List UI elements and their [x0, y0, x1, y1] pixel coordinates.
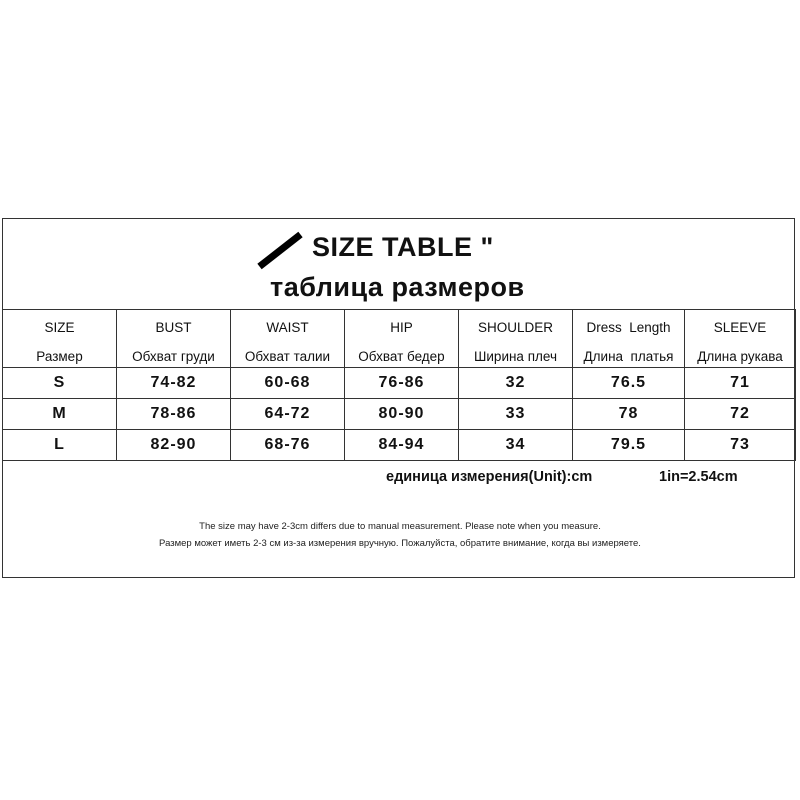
- header-hip: HIP Обхват бедер: [345, 310, 459, 368]
- table-cell: L: [3, 430, 117, 461]
- table-cell: 33: [459, 399, 573, 430]
- table-row: [3, 399, 796, 430]
- measurement-note-russian: Размер может иметь 2-3 см из-за измерения вручную. Пожалуйста, обратите внимание, когда вы измеряете.: [159, 538, 641, 549]
- table-cell: 64-72: [231, 399, 345, 430]
- table-cell: M: [3, 399, 117, 430]
- table-cell: 68-76: [231, 430, 345, 461]
- table-cell: 72: [685, 399, 796, 430]
- header-bust: BUST Обхват груди: [117, 310, 231, 368]
- table-cell: 78: [573, 399, 685, 430]
- measurement-note-english: The size may have 2-3cm differs due to manual measurement. Please note when you measure.: [199, 521, 601, 532]
- table-cell: 76-86: [345, 368, 459, 399]
- table-cell: 71: [685, 368, 796, 399]
- table-cell: 78-86: [117, 399, 231, 430]
- size-table: [2, 309, 796, 461]
- table-cell: 74-82: [117, 368, 231, 399]
- table-cell: 60-68: [231, 368, 345, 399]
- table-cell: 32: [459, 368, 573, 399]
- table-header-row: [3, 310, 796, 368]
- header-dress-length: Dress Length Длина платья: [573, 310, 685, 368]
- unit-text: единица измерения(Unit):cm: [386, 469, 593, 485]
- header-sleeve: SLEEVE Длина рукава: [685, 310, 796, 368]
- header-shoulder: SHOULDER Ширина плеч: [459, 310, 573, 368]
- table-cell: 82-90: [117, 430, 231, 461]
- table-row: [3, 430, 796, 461]
- title-english: SIZE TABLE ": [312, 232, 494, 262]
- table-cell: S: [3, 368, 117, 399]
- table-cell: 79.5: [573, 430, 685, 461]
- header-size: SIZE Размер: [3, 310, 117, 368]
- inch-conversion-text: 1in=2.54cm: [659, 469, 738, 485]
- table-cell: 80-90: [345, 399, 459, 430]
- header-waist: WAIST Обхват талии: [231, 310, 345, 368]
- table-cell: 73: [685, 430, 796, 461]
- table-cell: 84-94: [345, 430, 459, 461]
- title-russian: таблица размеров: [270, 272, 525, 302]
- table-cell: 76.5: [573, 368, 685, 399]
- table-cell: 34: [459, 430, 573, 461]
- table-row: [3, 368, 796, 399]
